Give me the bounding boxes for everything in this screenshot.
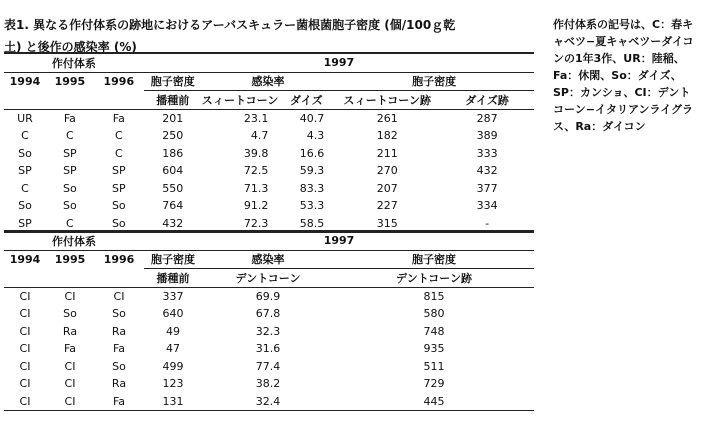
- table-cell: 69.9: [202, 287, 334, 305]
- table-cell: 83.3: [299, 181, 325, 195]
- table-cell: CI: [46, 393, 94, 411]
- table-cell: 49: [166, 324, 180, 338]
- table-row: [4, 323, 534, 341]
- table-cell: C: [66, 129, 74, 143]
- table-cell: 729: [423, 377, 445, 391]
- table-cell: So: [112, 359, 126, 373]
- table-cell: 72.3: [202, 215, 279, 233]
- table-cell: C: [21, 129, 29, 143]
- table-2: [4, 230, 534, 411]
- table-cell: CI: [64, 359, 76, 373]
- table-cell: 640: [162, 307, 184, 321]
- table-cell: C: [114, 129, 123, 143]
- header-cropping-system: 作付体系: [51, 56, 96, 70]
- table-cell: 748: [423, 324, 445, 338]
- table-cell: 4.3: [306, 129, 325, 143]
- table-cell: 315: [334, 215, 440, 233]
- table-cell: 67.8: [255, 307, 281, 321]
- table-cell: 131: [144, 393, 202, 411]
- header-cropping-system: 作付体系: [52, 234, 96, 248]
- table-cell: 445: [334, 393, 534, 411]
- table-cell: CI: [19, 342, 31, 356]
- table-cell: 377: [476, 181, 498, 195]
- table-cell: So: [18, 199, 32, 213]
- table-cell: 207: [376, 181, 398, 195]
- table-cell: SP: [63, 146, 77, 160]
- table-cell: CI: [19, 377, 31, 391]
- table-cell: C: [46, 215, 94, 233]
- table-cell: C: [114, 146, 123, 160]
- table-row: [4, 127, 534, 145]
- table-cell: 499: [162, 359, 184, 373]
- table-cell: Ra: [62, 324, 78, 338]
- caption-line-2: 土) と後作の感染率 (%): [4, 40, 137, 54]
- table-cell: 337: [144, 287, 202, 305]
- table-cell: 815: [334, 287, 534, 305]
- table-cell: 71.3: [243, 181, 269, 195]
- table-cell: 31.6: [255, 342, 281, 356]
- table-cell: 270: [376, 164, 398, 178]
- table-row: [4, 340, 534, 358]
- header-before-sowing: 播種前: [144, 91, 202, 110]
- header-year-1997: 1997: [323, 56, 355, 70]
- table-cell: 182: [376, 129, 398, 143]
- table-cell: 77.4: [255, 359, 281, 373]
- header-year-1997: 1997: [323, 234, 355, 248]
- table-cell: 935: [423, 342, 445, 356]
- table-row: [4, 393, 534, 411]
- table-cell: 58.5: [278, 215, 334, 233]
- header-spore-density: 胞子密度: [144, 250, 202, 269]
- table-cell: 511: [423, 359, 445, 373]
- table-cell: So: [111, 199, 126, 213]
- header-year-1995: 1995: [46, 250, 94, 269]
- table-cell: 40.7: [278, 109, 334, 127]
- table-cell: SP: [112, 164, 126, 178]
- table-cell: 123: [162, 377, 184, 391]
- table-row: [4, 109, 534, 127]
- table-cell: 201: [144, 109, 202, 127]
- table-cell: 91.2: [243, 199, 269, 213]
- table-cell: So: [112, 307, 126, 321]
- table-cell: 432: [476, 164, 498, 178]
- header-year-1995: 1995: [46, 72, 94, 91]
- abbreviation-note: 作付体系の記号は、C：春キャベツ−夏キャベツーダイコンの1年3作、UR：陸稲、Fa：休閑、So：ダイズ、SP：カンショ、CI：デントコーン−イタリアンライグラス、Ra：ダイコン: [553, 18, 694, 133]
- table-cell: 53.3: [299, 199, 325, 213]
- table-cell: 261: [334, 109, 440, 127]
- table-cell: CI: [64, 377, 76, 391]
- header-soybean: ダイズ: [278, 91, 334, 110]
- table-cell: CI: [4, 287, 46, 305]
- table-cell: So: [94, 215, 144, 233]
- header-spore-density-after: 胞子密度: [334, 250, 534, 269]
- header-sweet-corn: スィートコーン: [202, 91, 279, 110]
- table-cell: 333: [476, 146, 498, 160]
- table-row: [4, 180, 534, 198]
- header-after-dent-corn: デントコーン跡: [334, 269, 534, 288]
- table-row: [4, 358, 534, 376]
- table-cell: 334: [476, 199, 498, 213]
- table-cell: Fa: [63, 342, 77, 356]
- table-row: [4, 305, 534, 323]
- table-row: [4, 375, 534, 393]
- header-spore-density: 胞子密度: [144, 72, 202, 91]
- table-cell: C: [21, 181, 29, 195]
- table-row: [4, 197, 534, 215]
- table-row: [4, 162, 534, 180]
- table-cell: 4.7: [250, 129, 269, 143]
- header-spore-density-after: 胞子密度: [334, 72, 534, 91]
- table-cell: Fa: [94, 393, 144, 411]
- table-cell: 59.3: [299, 164, 325, 178]
- table-cell: Fa: [94, 109, 144, 127]
- table-cell: So: [63, 181, 77, 195]
- table-cell: SP: [112, 181, 126, 195]
- table-cell: UR: [4, 109, 46, 127]
- table-cell: 389: [476, 129, 498, 143]
- caption-line-1: 表1. 異なる作付体系の跡地におけるアーバスキュラー菌根菌胞子密度 (個/100ｇ乾: [4, 18, 456, 32]
- table-cell: SP: [4, 215, 46, 233]
- header-before-sowing: 播種前: [144, 269, 202, 288]
- table-cell: 550: [162, 181, 184, 195]
- header-year-1996: 1996: [94, 72, 144, 91]
- header-infection-rate: 感染率: [202, 250, 334, 269]
- table-cell: CI: [4, 393, 46, 411]
- table-cell: CI: [19, 307, 31, 321]
- table-cell: CI: [19, 324, 31, 338]
- table-cell: So: [63, 307, 77, 321]
- table-cell: 580: [423, 307, 445, 321]
- table-cell: So: [18, 146, 32, 160]
- header-year-1994: 1994: [4, 250, 46, 269]
- table-cell: 32.3: [255, 324, 281, 338]
- header-year-1996: 1996: [94, 250, 144, 269]
- table-cell: 38.2: [255, 377, 281, 391]
- table-cell: CI: [94, 287, 144, 305]
- table-cell: CI: [46, 287, 94, 305]
- table-cell: 72.5: [243, 164, 269, 178]
- table-cell: SP: [63, 164, 77, 178]
- table-cell: 39.8: [243, 146, 269, 160]
- table-cell: 604: [162, 164, 184, 178]
- header-year-1994: 1994: [4, 72, 46, 91]
- table-cell: -: [440, 215, 534, 233]
- table-cell: 227: [376, 199, 398, 213]
- table-cell: Ra: [111, 377, 127, 391]
- table-row: [4, 145, 534, 163]
- table-cell: 287: [440, 109, 534, 127]
- table-row: [4, 287, 534, 305]
- table-cell: Fa: [46, 109, 94, 127]
- table-cell: Ra: [111, 324, 127, 338]
- table-cell: CI: [19, 359, 31, 373]
- table-1: [4, 52, 534, 233]
- table-cell: 186: [162, 146, 184, 160]
- header-after-sweet-corn: スィートコーン跡: [334, 91, 440, 110]
- table-cell: 32.4: [202, 393, 334, 411]
- table-cell: 16.6: [299, 146, 325, 160]
- header-after-soybean: ダイズ跡: [440, 91, 534, 110]
- table-cell: 23.1: [202, 109, 279, 127]
- table-cell: 764: [162, 199, 184, 213]
- header-infection-rate: 感染率: [202, 72, 335, 91]
- table-cell: 432: [144, 215, 202, 233]
- table-cell: 47: [166, 342, 180, 356]
- table-cell: 250: [162, 129, 184, 143]
- table-cell: 211: [376, 146, 398, 160]
- table-cell: SP: [18, 164, 32, 178]
- table-cell: So: [63, 199, 77, 213]
- table-cell: Fa: [112, 342, 126, 356]
- header-dent-corn: デントコーン: [202, 269, 334, 288]
